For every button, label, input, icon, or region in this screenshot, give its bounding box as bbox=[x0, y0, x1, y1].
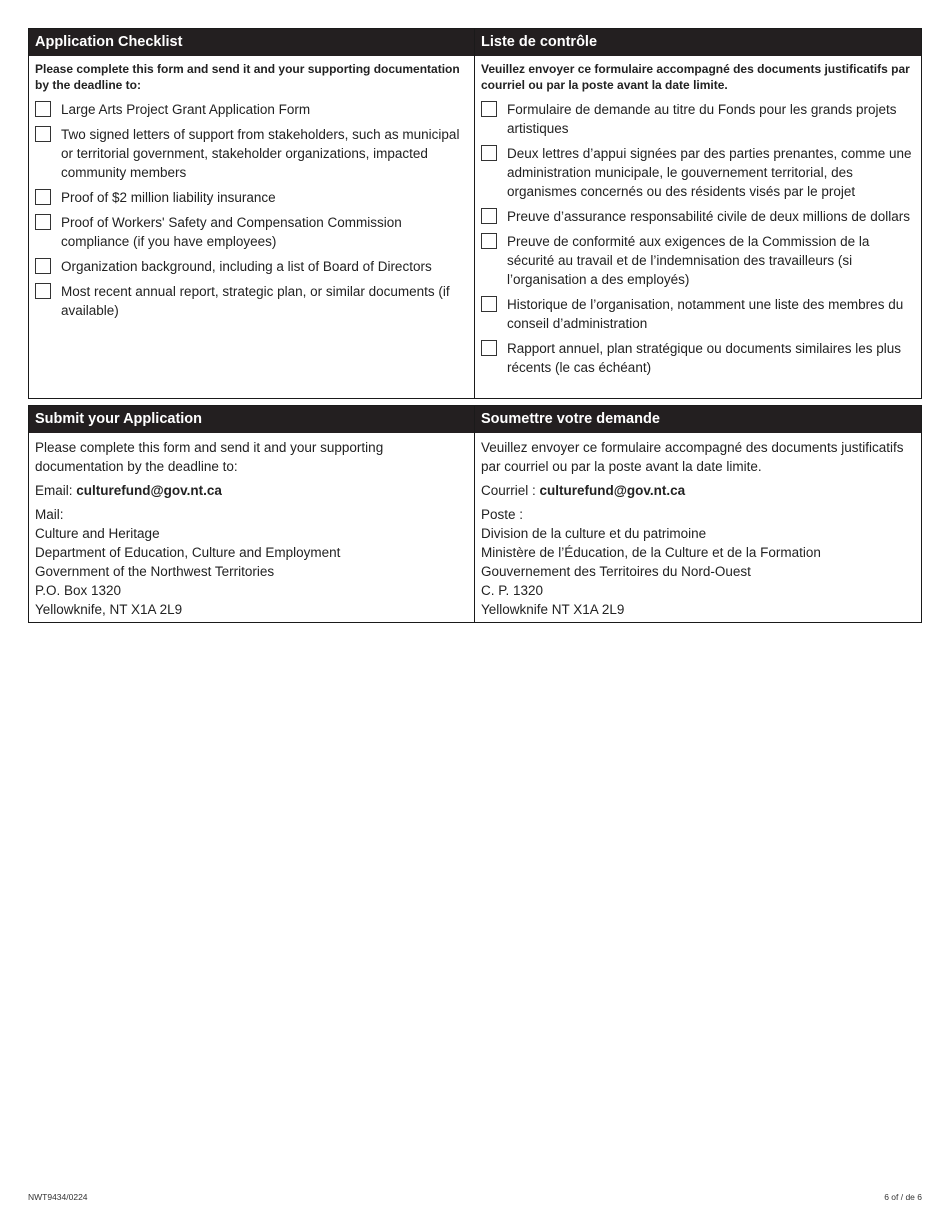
checklist-item bbox=[35, 213, 468, 251]
checklist-en-intro: Please complete this form and send it and your supporting documentation by the deadline to: bbox=[35, 62, 460, 92]
checklist-item-label: Proof of Workers' Safety and Compensation Commission compliance (if you have employees) bbox=[61, 215, 402, 249]
address-line: Ministère de l’Éducation, de la Culture et de la Formation bbox=[481, 545, 821, 560]
checklist-item bbox=[481, 339, 915, 377]
address-line: Government of the Northwest Territories bbox=[35, 564, 275, 579]
address-line: Yellowknife NT X1A 2L9 bbox=[481, 602, 625, 617]
checklist-item-label: Deux lettres d’appui signées par des parties prenantes, comme une administration municipale, le gouvernement territorial, des organismes concernés ou des résidents visés par le projet bbox=[507, 146, 912, 199]
mail-label: Poste : bbox=[481, 507, 524, 522]
checklist-en bbox=[29, 29, 475, 398]
checkbox[interactable] bbox=[35, 189, 51, 205]
checklist-item-label: Preuve d’assurance responsabilité civile de deux millions de dollars bbox=[507, 209, 910, 224]
email-address[interactable]: culturefund@gov.nt.ca bbox=[539, 483, 686, 498]
submit-fr-title: Soumettre votre demande bbox=[475, 406, 921, 433]
checklist-en-title: Application Checklist bbox=[29, 29, 474, 56]
address-line: Department of Education, Culture and Employment bbox=[35, 545, 341, 560]
checklist-item-label: Large Arts Project Grant Application Form bbox=[61, 102, 311, 117]
checkbox[interactable] bbox=[35, 258, 51, 274]
submit-section bbox=[28, 405, 922, 623]
form-code: NWT9434/0224 bbox=[28, 1192, 88, 1202]
checklist-item bbox=[481, 207, 915, 226]
address-line: C. P. 1320 bbox=[481, 583, 544, 598]
checkbox[interactable] bbox=[35, 214, 51, 230]
submit-fr bbox=[475, 406, 921, 622]
address-line: Gouvernement des Territoires du Nord-Ouest bbox=[481, 564, 751, 579]
checkbox[interactable] bbox=[481, 145, 497, 161]
checklist-item-label: Preuve de conformité aux exigences de la Commission de la sécurité au travail et de l’indemnisation des travailleurs (si l’organisation a des employés) bbox=[507, 234, 870, 287]
checkbox[interactable] bbox=[481, 208, 497, 224]
checkbox[interactable] bbox=[35, 283, 51, 299]
submit-en-mail bbox=[35, 505, 468, 619]
mail-label: Mail: bbox=[35, 507, 64, 522]
checklist-item bbox=[481, 100, 915, 138]
address-line: P.O. Box 1320 bbox=[35, 583, 122, 598]
checklist-item-label: Formulaire de demande au titre du Fonds pour les grands projets artistiques bbox=[507, 102, 897, 136]
checkbox[interactable] bbox=[35, 101, 51, 117]
checklist-fr-title: Liste de contrôle bbox=[475, 29, 921, 56]
address-line: Yellowknife, NT X1A 2L9 bbox=[35, 602, 183, 617]
submit-en-title: Submit your Application bbox=[29, 406, 474, 433]
checklist-en-items bbox=[35, 100, 468, 320]
checklist-item-label: Two signed letters of support from stakeholders, such as municipal or territorial government, stakeholder organizations, impacted community members bbox=[61, 127, 460, 180]
checklist-fr-intro: Veuillez envoyer ce formulaire accompagné des documents justificatifs par courriel ou par la poste avant la date limite. bbox=[481, 62, 910, 92]
checklist-item-label: Organization background, including a list of Board of Directors bbox=[61, 259, 432, 274]
page-number: 6 of / de 6 bbox=[884, 1192, 922, 1202]
checkbox[interactable] bbox=[35, 126, 51, 142]
checklist-item bbox=[35, 100, 468, 119]
submit-fr-intro: Veuillez envoyer ce formulaire accompagné des documents justificatifs par courriel ou par la poste avant la date limite. bbox=[481, 440, 904, 474]
address-line: Division de la culture et du patrimoine bbox=[481, 526, 707, 541]
checklist-fr bbox=[475, 29, 921, 398]
checklist-item bbox=[481, 144, 915, 201]
checklist-item bbox=[481, 232, 915, 289]
checklist-item-label: Historique de l’organisation, notamment une liste des membres du conseil d’administration bbox=[507, 297, 904, 331]
address-line: Culture and Heritage bbox=[35, 526, 160, 541]
checkbox[interactable] bbox=[481, 101, 497, 117]
checklist-item-label: Proof of $2 million liability insurance bbox=[61, 190, 276, 205]
checklist-item bbox=[35, 188, 468, 207]
submit-en-email-line bbox=[35, 481, 468, 500]
email-address[interactable]: culturefund@gov.nt.ca bbox=[76, 483, 222, 498]
checklist-item bbox=[35, 257, 468, 276]
checklist-item bbox=[35, 282, 468, 320]
checklist-item bbox=[35, 125, 468, 182]
submit-fr-mail bbox=[481, 505, 915, 619]
checklist-fr-items bbox=[481, 100, 915, 377]
email-label: Email: bbox=[35, 483, 77, 498]
checklist-item-label: Most recent annual report, strategic plan, or similar documents (if available) bbox=[61, 284, 450, 318]
submit-fr-email-line bbox=[481, 481, 915, 500]
checkbox[interactable] bbox=[481, 340, 497, 356]
checklist-item bbox=[481, 295, 915, 333]
email-label: Courriel : bbox=[481, 483, 540, 498]
checklist-item-label: Rapport annuel, plan stratégique ou documents similaires les plus récents (le cas échéant) bbox=[507, 341, 901, 375]
submit-en bbox=[29, 406, 475, 622]
checkbox[interactable] bbox=[481, 296, 497, 312]
checklist-section bbox=[28, 28, 922, 399]
checkbox[interactable] bbox=[481, 233, 497, 249]
submit-en-intro: Please complete this form and send it and your supporting documentation by the deadline to: bbox=[35, 440, 384, 474]
